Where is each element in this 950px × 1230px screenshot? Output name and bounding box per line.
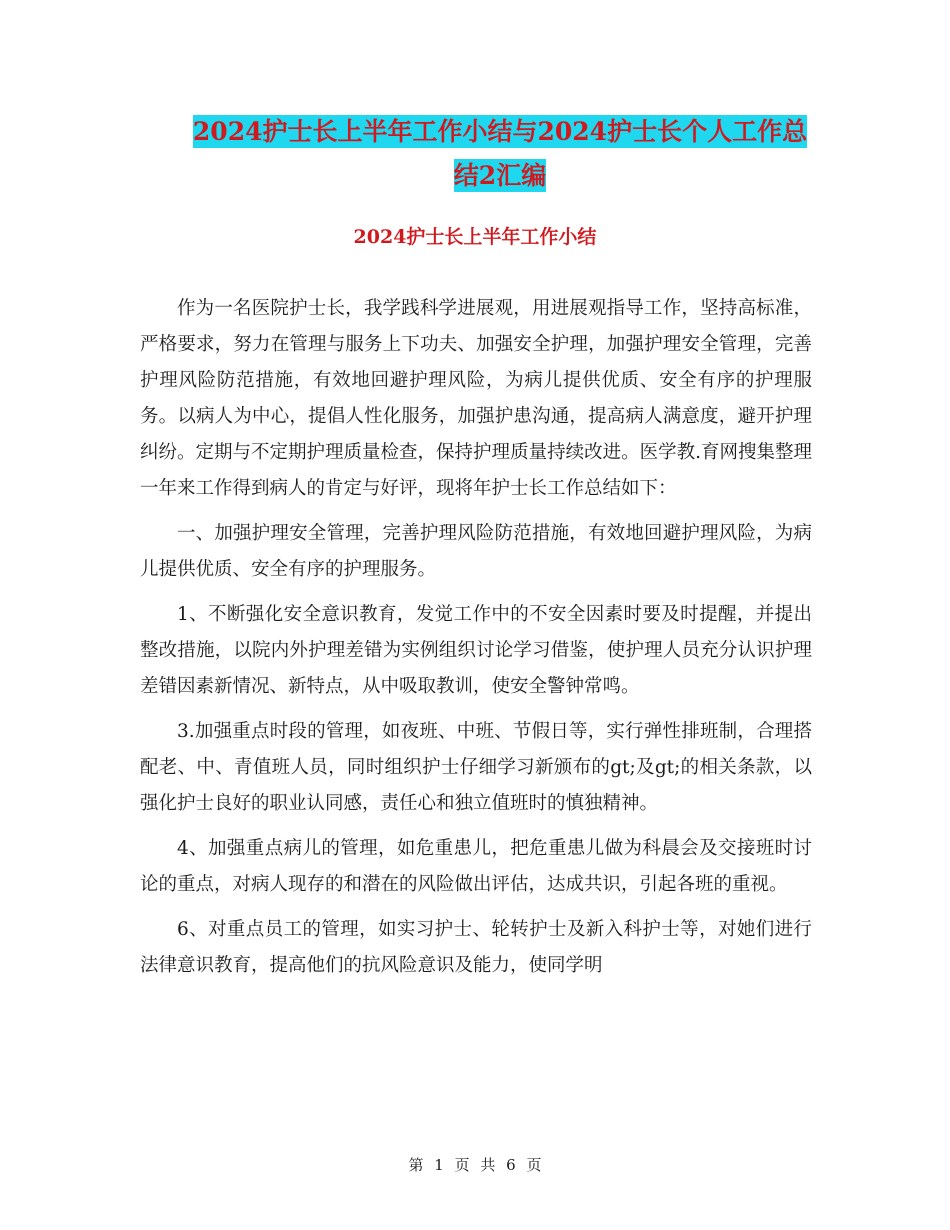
- paragraph-item-4: 4、加强重点病儿的管理，如危重患儿，把危重患儿做为科晨会及交接班时讨论的重点，对病人现存的和潜在的风险做出评估，达成共识，引起各班的重视。: [140, 838, 812, 895]
- paragraph-item-1: 1、不断强化安全意识教育，发觉工作中的不安全因素时要及时提醒，并提出整改措施，以院内外护理差错为实例组织讨论学习借鉴，使护理人员充分认识护理差错因素新情况、新特点，从中吸取教训，使安全警钟常鸣。: [140, 604, 812, 697]
- document-title-line2: 结2汇编: [453, 161, 547, 190]
- paragraph-intro: 作为一名医院护士长，我学践科学进展观，用进展观指导工作，坚持高标准，严格要求，努力在管理与服务上下功夫、加强安全护理，加强护理安全管理，完善护理风险防范措施，有效地回避护理风险，为病儿提供优质、安全有序的护理服务。以病人为中心，提倡人性化服务，加强护患沟通，提高病人满意度，避开护理纠纷。定期与不定期护理质量检查，保持护理质量持续改进。医学教.育网搜集整理一年来工作得到病人的肯定与好评，现将年护士长工作总结如下：: [140, 298, 812, 499]
- document-title-line1: 2024护士长上半年工作小结与2024护士长个人工作总: [192, 117, 808, 146]
- paragraph-section-one: 一、加强护理安全管理，完善护理风险防范措施，有效地回避护理风险，为病儿提供优质、安全有序的护理服务。: [140, 523, 812, 580]
- document-title: [140, 110, 860, 198]
- document-body: [140, 291, 812, 993]
- page-number-footer: 第 1 页 共 6 页: [408, 1156, 542, 1174]
- section-title: 2024护士长上半年工作小结: [353, 226, 597, 248]
- paragraph-item-6: 6、对重点员工的管理，如实习护士、轮转护士及新入科护士等，对她们进行法律意识教育，提高他们的抗风险意识及能力，使同学明: [140, 919, 812, 976]
- paragraph-item-3: 3.加强重点时段的管理，如夜班、中班、节假日等，实行弹性排班制，合理搭配老、中、青值班人员，同时组织护士仔细学习新颁布的gt;及gt;的相关条款，以强化护士良好的职业认同感，责任心和独立值班时的慎独精神。: [140, 721, 812, 814]
